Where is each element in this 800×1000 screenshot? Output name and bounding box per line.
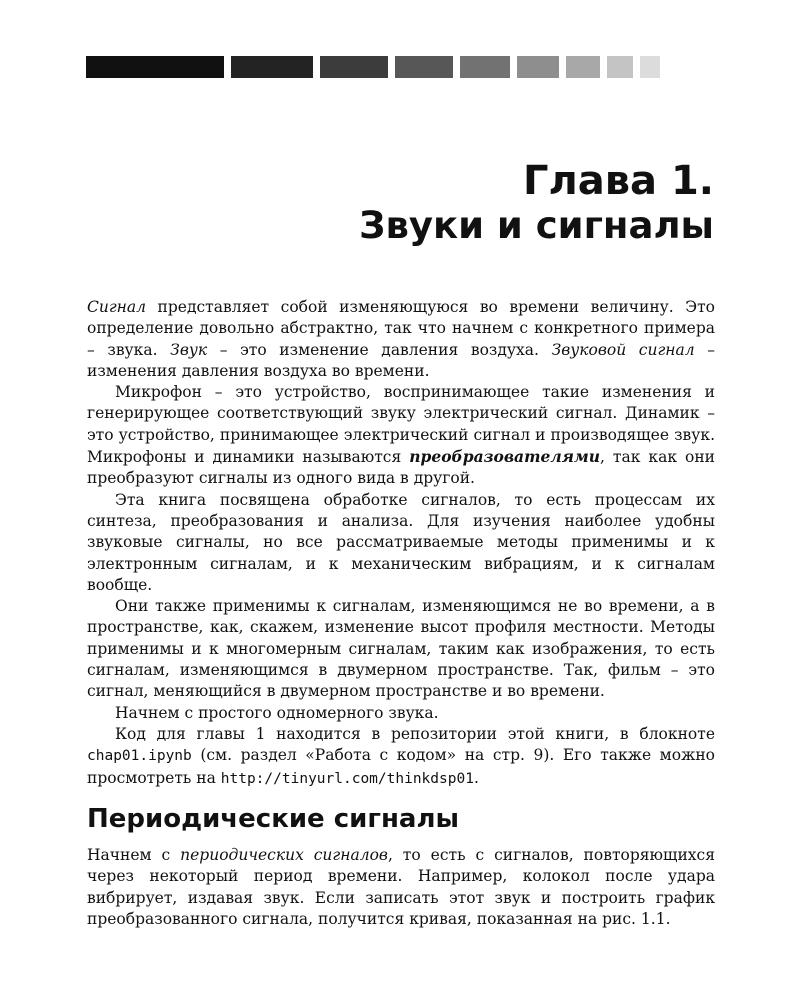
paragraph: Они также применимы к сигналам, изменяющимся не во времени, а в пространстве, как, скажем, изменение высот профиля местности. Методы применимы и к многомерным сигналам, таким как изображения, то есть сигналам, изменяющимся в двумерном пространстве. Так, фильм – это сигнал, меняющийся в двумерном пространстве и во времени. (87, 597, 715, 701)
text-run: , так как они преобразуют сигналы из одного вида в другой. (87, 448, 715, 488)
text-run: . (473, 768, 479, 787)
header-bar (566, 56, 600, 78)
header-bar (86, 56, 224, 78)
paragraph (87, 297, 715, 382)
chapter-number: Глава 1. (522, 158, 714, 204)
chapter-intro-text (87, 297, 715, 790)
text-run: (см. раздел «Работа с кодом» на стр. 9). Его также можно просмотреть на (87, 746, 715, 787)
text-run: представляет собой изменяющуюся во времени величину. Это определение довольно абстрактно, так что начнем с конкретного примера – звука. (87, 298, 715, 359)
chapter-title: Звуки и сигналы (359, 204, 714, 247)
header-bar (607, 56, 633, 78)
header-bar (640, 56, 660, 78)
code-filename: chap01.ipynb (87, 748, 192, 765)
text-run: , то есть с сигналов, повторяющихся через некоторый период времени. Например, колокол после удара вибрирует, издавая звук. Если записать этот звук и построить график преобразованного сигнала, получится кривая, показанная на рис. 1.1. (87, 846, 715, 928)
header-bar (395, 56, 453, 78)
text-run: Начнем с (87, 846, 181, 864)
text-run: Код для главы 1 находится в репозитории этой книги, в блокноте (115, 724, 715, 743)
term-italic: Звуковой сигнал (551, 340, 695, 359)
header-bar (320, 56, 388, 78)
term-bold-italic: преобразователями (409, 447, 601, 467)
term-italic: периодических сигналов (180, 846, 388, 864)
term-italic: Звук (170, 340, 208, 359)
header-bar (231, 56, 313, 78)
text-run: – изменения давления воздуха во времени. (87, 340, 715, 380)
paragraph: Начнем с простого одномерного звука. (115, 703, 439, 722)
paragraph (87, 845, 715, 930)
paragraph (87, 724, 715, 790)
code-url: http://tinyurl.com/thinkdsp01 (220, 770, 474, 787)
header-bar (460, 56, 510, 78)
text-run: – это изменение давления воздуха. (207, 340, 552, 359)
paragraph: Эта книга посвящена обработке сигналов, то есть процессам их синтеза, преобразования и анализа. Для изучения наиболее удобны звуковые сигналы, но все рассматриваемые методы применимы и к электронным сигналам, и к механическим вибрациям, и к сигналам вообще. (87, 490, 715, 594)
paragraph (87, 382, 715, 489)
term-italic: Сигнал (87, 298, 146, 316)
section-title: Периодические сигналы (87, 804, 460, 834)
header-bar (517, 56, 559, 78)
text-run: Микрофон – это устройство, воспринимающее такие изменения и генерирующее соответствующий звуку электрический сигнал. Динамик – это устройство, принимающее электрический сигнал и производящее звук. Микрофоны и динамики называются (87, 383, 715, 467)
section-intro-text (87, 845, 715, 930)
